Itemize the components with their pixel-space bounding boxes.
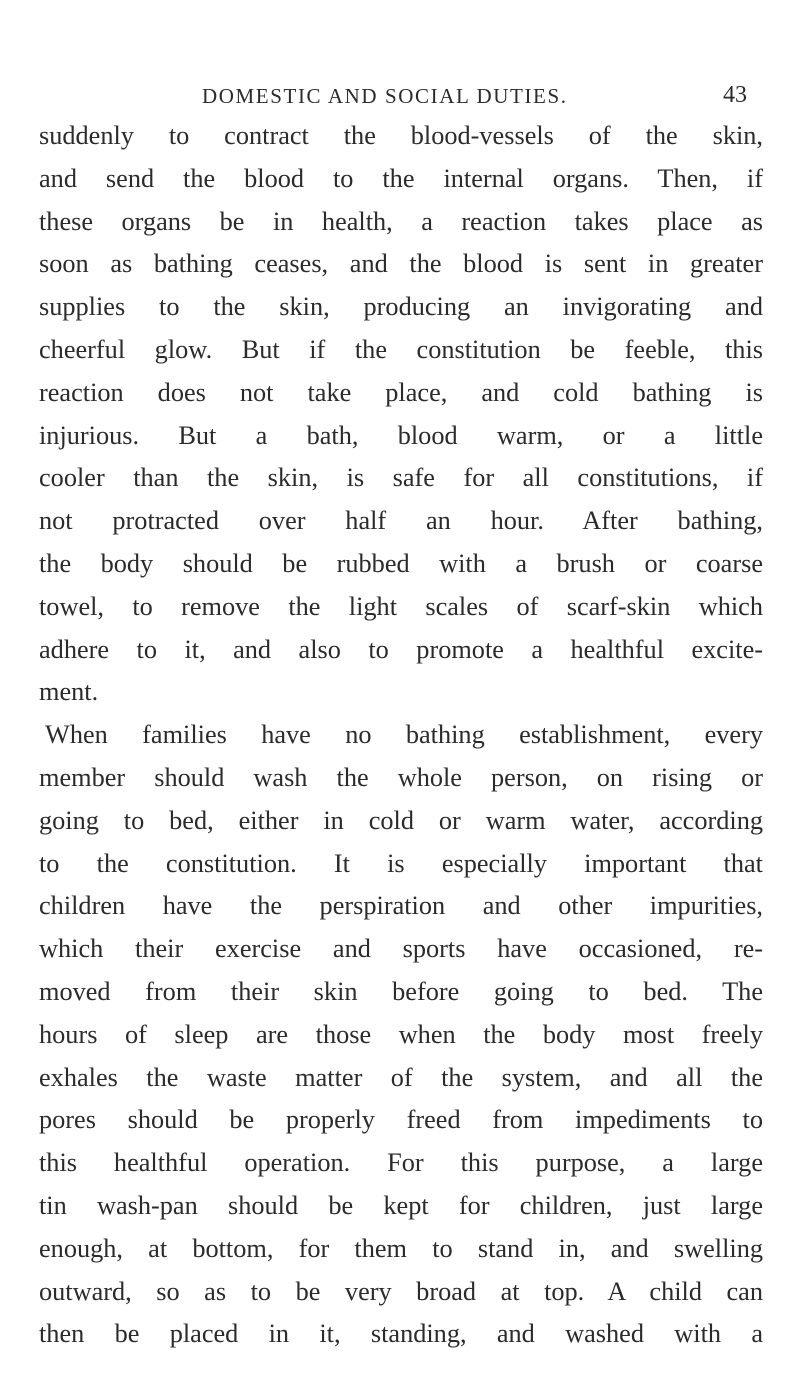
text-line: moved from their skin before going to bed. The: [39, 976, 763, 1006]
text-line: and send the blood to the internal organs. Then, if: [39, 163, 763, 193]
text-line: adhere to it, and also to promote a healthful excite-: [39, 634, 763, 664]
page-number: 43: [723, 82, 747, 108]
text-line: children have the perspiration and other impurities,: [39, 891, 763, 921]
text-line: cheerful glow. But if the constitution be feeble, this: [39, 334, 763, 364]
body-text: [39, 115, 763, 1356]
text-line: the body should be rubbed with a brush or coarse: [39, 548, 763, 578]
text-line: enough, at bottom, for them to stand in, and swelling: [39, 1233, 763, 1263]
text-line: towel, to remove the light scales of scarf-skin which: [39, 591, 763, 621]
text-line: ment.: [39, 677, 99, 707]
text-line: suddenly to contract the blood-vessels of the skin,: [39, 121, 763, 150]
text-line: which their exercise and sports have occasioned, re-: [39, 934, 763, 964]
text-line: pores should be properly freed from impediments to: [39, 1105, 763, 1135]
text-line: soon as bathing ceases, and the blood is sent in greater: [39, 249, 763, 279]
text-line: going to bed, either in cold or warm water, according: [39, 805, 763, 835]
text-line: member should wash the whole person, on rising or: [39, 762, 763, 792]
text-line: supplies to the skin, producing an invigorating and: [39, 292, 763, 322]
text-line: When families have no bathing establishment, every: [45, 720, 763, 750]
text-line: exhales the waste matter of the system, and all the: [39, 1062, 763, 1092]
running-head: [0, 84, 800, 114]
text-line: reaction does not take place, and cold bathing is: [39, 377, 763, 407]
text-line: cooler than the skin, is safe for all constitutions, if: [39, 463, 763, 493]
text-line: outward, so as to be very broad at top. A child can: [39, 1276, 763, 1306]
running-title: DOMESTIC AND SOCIAL DUTIES.: [202, 84, 568, 108]
text-line: this healthful operation. For this purpose, a large: [39, 1148, 763, 1178]
text-line: not protracted over half an hour. After bathing,: [39, 506, 763, 536]
text-line: tin wash-pan should be kept for children, just large: [39, 1190, 763, 1220]
text-line: hours of sleep are those when the body most freely: [39, 1019, 763, 1049]
text-line: injurious. But a bath, blood warm, or a little: [39, 420, 763, 450]
text-line: to the constitution. It is especially important that: [39, 848, 763, 878]
text-line: then be placed in it, standing, and washed with a: [39, 1319, 763, 1349]
text-line: these organs be in health, a reaction takes place as: [39, 206, 763, 236]
